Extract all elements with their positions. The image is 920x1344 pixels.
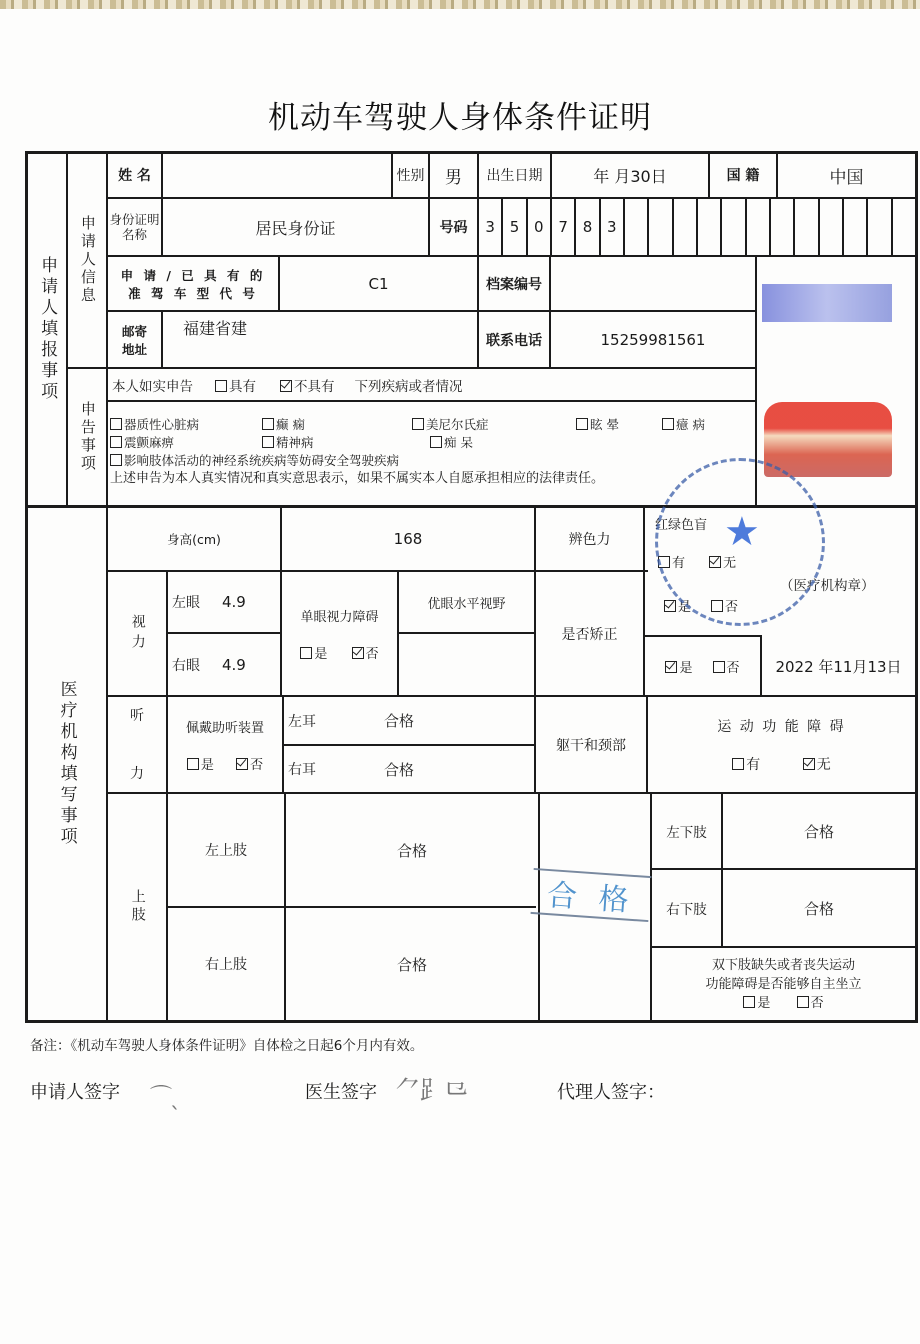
right-ear-row [284,746,534,792]
aid-yes-option[interactable] [187,758,214,773]
seal-star-icon: ★ [724,509,760,555]
hearing-label-1: 听 [130,708,144,724]
applicant-info-label-text: 申请人信息 [78,215,97,305]
right-upper-limb-label: 右上肢 [205,957,247,973]
id-digit: 8 [576,199,600,255]
sitting-ability-cell [652,948,915,1020]
condition-item[interactable] [576,416,619,434]
option-label: 否 [810,995,824,1011]
condition-item[interactable] [430,434,473,452]
id-number-label: 号码 [439,220,468,236]
color-blindness-label: 红绿色盲 [655,518,708,533]
upper-limb-label-text: 上肢 [129,889,146,925]
phone-field[interactable]: 15259981561 [600,330,706,349]
left-ear-value[interactable]: 合格 [384,712,415,730]
right-eye-label: 右眼 [172,657,200,674]
license-class-label-line2: 准 驾 车 型 代 号 [128,285,258,301]
sit-yes-option[interactable] [743,996,770,1011]
left-lower-limb-value[interactable]: 合格 [803,822,834,841]
checkbox[interactable] [110,436,122,448]
id-digit [771,199,795,255]
birth-date-field[interactable]: 年 月30日 [593,166,667,186]
left-upper-limb-value[interactable]: 合格 [396,841,427,860]
birth-date-label: 出生日期 [486,168,543,184]
condition-item[interactable] [262,434,314,452]
mailing-address-field[interactable]: 福建省建 [183,319,248,338]
id-digit: 5 [503,199,527,255]
option-label: 是 [679,660,693,676]
id-digit: 3 [601,199,625,255]
option-label: 否 [725,599,739,615]
id-digit [868,199,892,255]
checkbox[interactable] [262,436,274,448]
left-eye-row [168,572,280,632]
option-label: 是 [757,995,771,1011]
id-digit: 7 [552,199,576,255]
condition-item[interactable] [412,416,489,434]
checkbox[interactable] [110,418,122,430]
id-digit [625,199,649,255]
condition-item[interactable] [110,416,199,434]
id-number-field[interactable] [479,199,915,255]
vision-label-text: 视力 [129,613,146,654]
archive-number-field[interactable] [551,257,755,310]
option-label: 是 [314,646,328,662]
license-class-label-line1: 申 请 / 已 具 有 的 [120,267,266,283]
checkbox[interactable] [412,418,424,430]
right-ear-value[interactable]: 合格 [384,760,415,779]
gender-field[interactable]: 男 [445,167,462,188]
agent-signature-label: 代理人签字： [557,1082,665,1103]
motor-function-cell [648,697,915,792]
right-lower-limb-value[interactable]: 合格 [803,899,834,918]
license-class-label [108,257,278,310]
right-lower-limb-label: 右下肢 [666,902,707,918]
sit-no-option[interactable] [797,996,824,1011]
photo-header-band [762,284,892,322]
applicant-info-label [68,153,107,367]
option-not-has-label: 不具有 [294,378,335,395]
id-digit [698,199,722,255]
gender-label: 性别 [396,168,425,184]
vision-label [108,572,166,695]
pass-stamp: 合 格 [531,868,652,922]
checkbox-checked[interactable] [665,661,677,673]
option-label: 否 [726,660,740,676]
hearing-label-2: 力 [130,766,144,782]
condition-item[interactable] [110,434,174,452]
applicant-signature-label: 申请人签字 [30,1082,120,1103]
option-label: 无 [816,756,831,773]
applicant-signature: ⌒ˎ [150,1085,180,1110]
corrected-options-2 [645,637,760,695]
condition-label: 影响肢体活动的神经系统疾病等妨碍安全驾驶疾病 [124,453,400,468]
hearing-aid-label: 佩戴助听装置 [185,720,264,736]
archive-number-label: 档案编号 [486,276,542,293]
photo-subject [764,402,892,477]
mailing-address-label: 邮寄地址 [121,323,147,357]
hearing-label [108,697,166,792]
id-digit [820,199,844,255]
checkbox[interactable] [187,758,199,770]
declaration-intro-row [108,369,755,400]
mono-no-option[interactable] [352,647,379,662]
condition-label: 痴 呆 [444,435,473,450]
condition-label: 器质性心脏病 [124,417,200,432]
option-label: 无 [723,556,737,571]
right-eye-row [168,634,280,695]
id-digit: 0 [528,199,552,255]
left-eye-label: 左眼 [172,595,200,611]
checkbox-has[interactable] [215,380,227,392]
sitting-question-line1: 双下肢缺失或者丧失运动 [711,957,855,973]
checkbox[interactable] [713,661,725,673]
right-ear-label: 右耳 [288,762,316,778]
condition-item[interactable] [110,453,399,468]
option-has-label: 具有 [229,378,256,395]
phone-label: 联系电话 [486,332,542,349]
medical-section-label-text: 医疗机构填写事项 [56,680,77,848]
height-label: 身高(cm) [167,532,221,547]
color-vision-label: 辨色力 [568,532,611,548]
validity-note: 备注：《机动车驾驶人身体条件证明》自体检之日起6个月内有效。 [30,1038,424,1054]
motor-none-option[interactable] [803,757,831,773]
corrected-label: 是否矫正 [561,626,618,643]
motor-has-option[interactable] [732,757,760,773]
id-digit [795,199,819,255]
visual-field-label: 优眼水平视野 [427,596,506,612]
left-lower-limb-label: 左下肢 [666,825,707,841]
checkbox[interactable] [743,996,755,1008]
checkbox[interactable] [430,436,442,448]
right-upper-limb-value[interactable]: 合格 [396,955,427,974]
id-digit [893,199,915,255]
left-ear-row [284,697,534,744]
option-label: 是 [200,757,214,773]
checkbox-checked[interactable] [236,758,248,770]
nationality-field[interactable]: 中国 [829,167,864,188]
declaration-suffix: 下列疾病或者情况 [354,378,463,395]
option-label: 有 [746,756,761,773]
license-class-field[interactable]: C1 [368,274,389,293]
option-has[interactable] [215,375,256,395]
motor-function-label: 运 动 功 能 障 碍 [717,718,846,735]
id-digit [674,199,698,255]
exam-date: 2022 年11月13日 [775,657,902,676]
checkbox[interactable] [797,996,809,1008]
checkbox[interactable] [662,418,674,430]
option-label: 有 [672,556,686,571]
condition-item[interactable] [262,416,305,434]
condition-list [110,416,750,490]
trunk-neck-label: 躯干和颈部 [556,737,626,754]
id-digit [649,199,673,255]
condition-label: 癔 病 [676,417,705,432]
option-label: 否 [250,757,264,773]
name-label: 姓 名 [118,168,151,184]
checkbox[interactable] [576,418,588,430]
left-ear-label: 左耳 [288,713,316,730]
visual-field-value[interactable] [399,634,534,695]
id-digit [747,199,771,255]
height-field[interactable]: 168 [393,530,423,548]
checkbox[interactable] [300,647,312,659]
checkbox[interactable] [732,758,744,770]
sitting-question-line2: 功能障碍是否能够自主坐立 [705,976,862,992]
institution-seal-label: （医疗机构章） [780,578,875,594]
monocular-vision-cell [282,572,397,695]
applicant-section-label [27,153,67,505]
applicant-section-label-text: 申请人填报事项 [37,255,58,403]
nationality-label: 国 籍 [726,168,760,184]
left-eye-value[interactable]: 4.9 [222,593,246,611]
checkbox-checked[interactable] [352,647,364,659]
name-field[interactable] [163,153,391,197]
option-label: 是 [677,599,691,615]
checkbox[interactable] [262,418,274,430]
condition-label: 眩 晕 [590,417,619,432]
doctor-signature-label: 医生签字 [305,1082,377,1103]
document-title: 机动车驾驶人身体条件证明 [268,100,652,136]
mono-yes-option[interactable] [300,647,327,662]
condition-item[interactable] [662,416,705,434]
left-upper-limb-label: 左上肢 [205,843,247,859]
declaration-intro: 本人如实申告 [112,378,193,395]
condition-label: 震颤麻痹 [124,435,175,450]
aid-no-option[interactable] [236,758,263,773]
option-label: 否 [365,646,379,662]
checkbox-not-has-checked[interactable] [280,380,292,392]
checkbox-checked[interactable] [803,758,815,770]
corrected2-no-option[interactable] [713,657,740,676]
checkbox[interactable] [110,454,122,466]
id-digit [844,199,868,255]
option-not-has[interactable] [280,375,335,395]
id-digit [722,199,746,255]
condition-label: 精神病 [276,435,314,450]
doctor-signature: ⺈⻊⺋ [395,1076,468,1106]
page-top-edge [0,0,920,9]
hearing-aid-cell [168,697,282,792]
corrected2-yes-option[interactable] [665,657,692,676]
monocular-vision-label: 单眼视力障碍 [300,609,379,625]
declaration-label [68,369,107,505]
right-eye-value[interactable]: 4.9 [222,655,246,674]
checkbox-checked[interactable] [664,600,676,612]
id-type-field[interactable]: 居民身份证 [255,218,336,238]
upper-limb-label [108,794,166,1020]
id-type-label: 身份证明名称 [109,212,160,242]
condition-label: 癫 痫 [276,417,305,432]
declaration-statement: 上述申告为本人真实情况和真实意思表示，如果不属实本人自愿承担相应的法律责任。 [110,471,605,486]
condition-label: 美尼尔氏症 [426,417,489,432]
id-digit: 3 [479,199,503,255]
medical-section-label [27,508,106,1020]
declaration-label-text: 申告事项 [78,401,97,473]
